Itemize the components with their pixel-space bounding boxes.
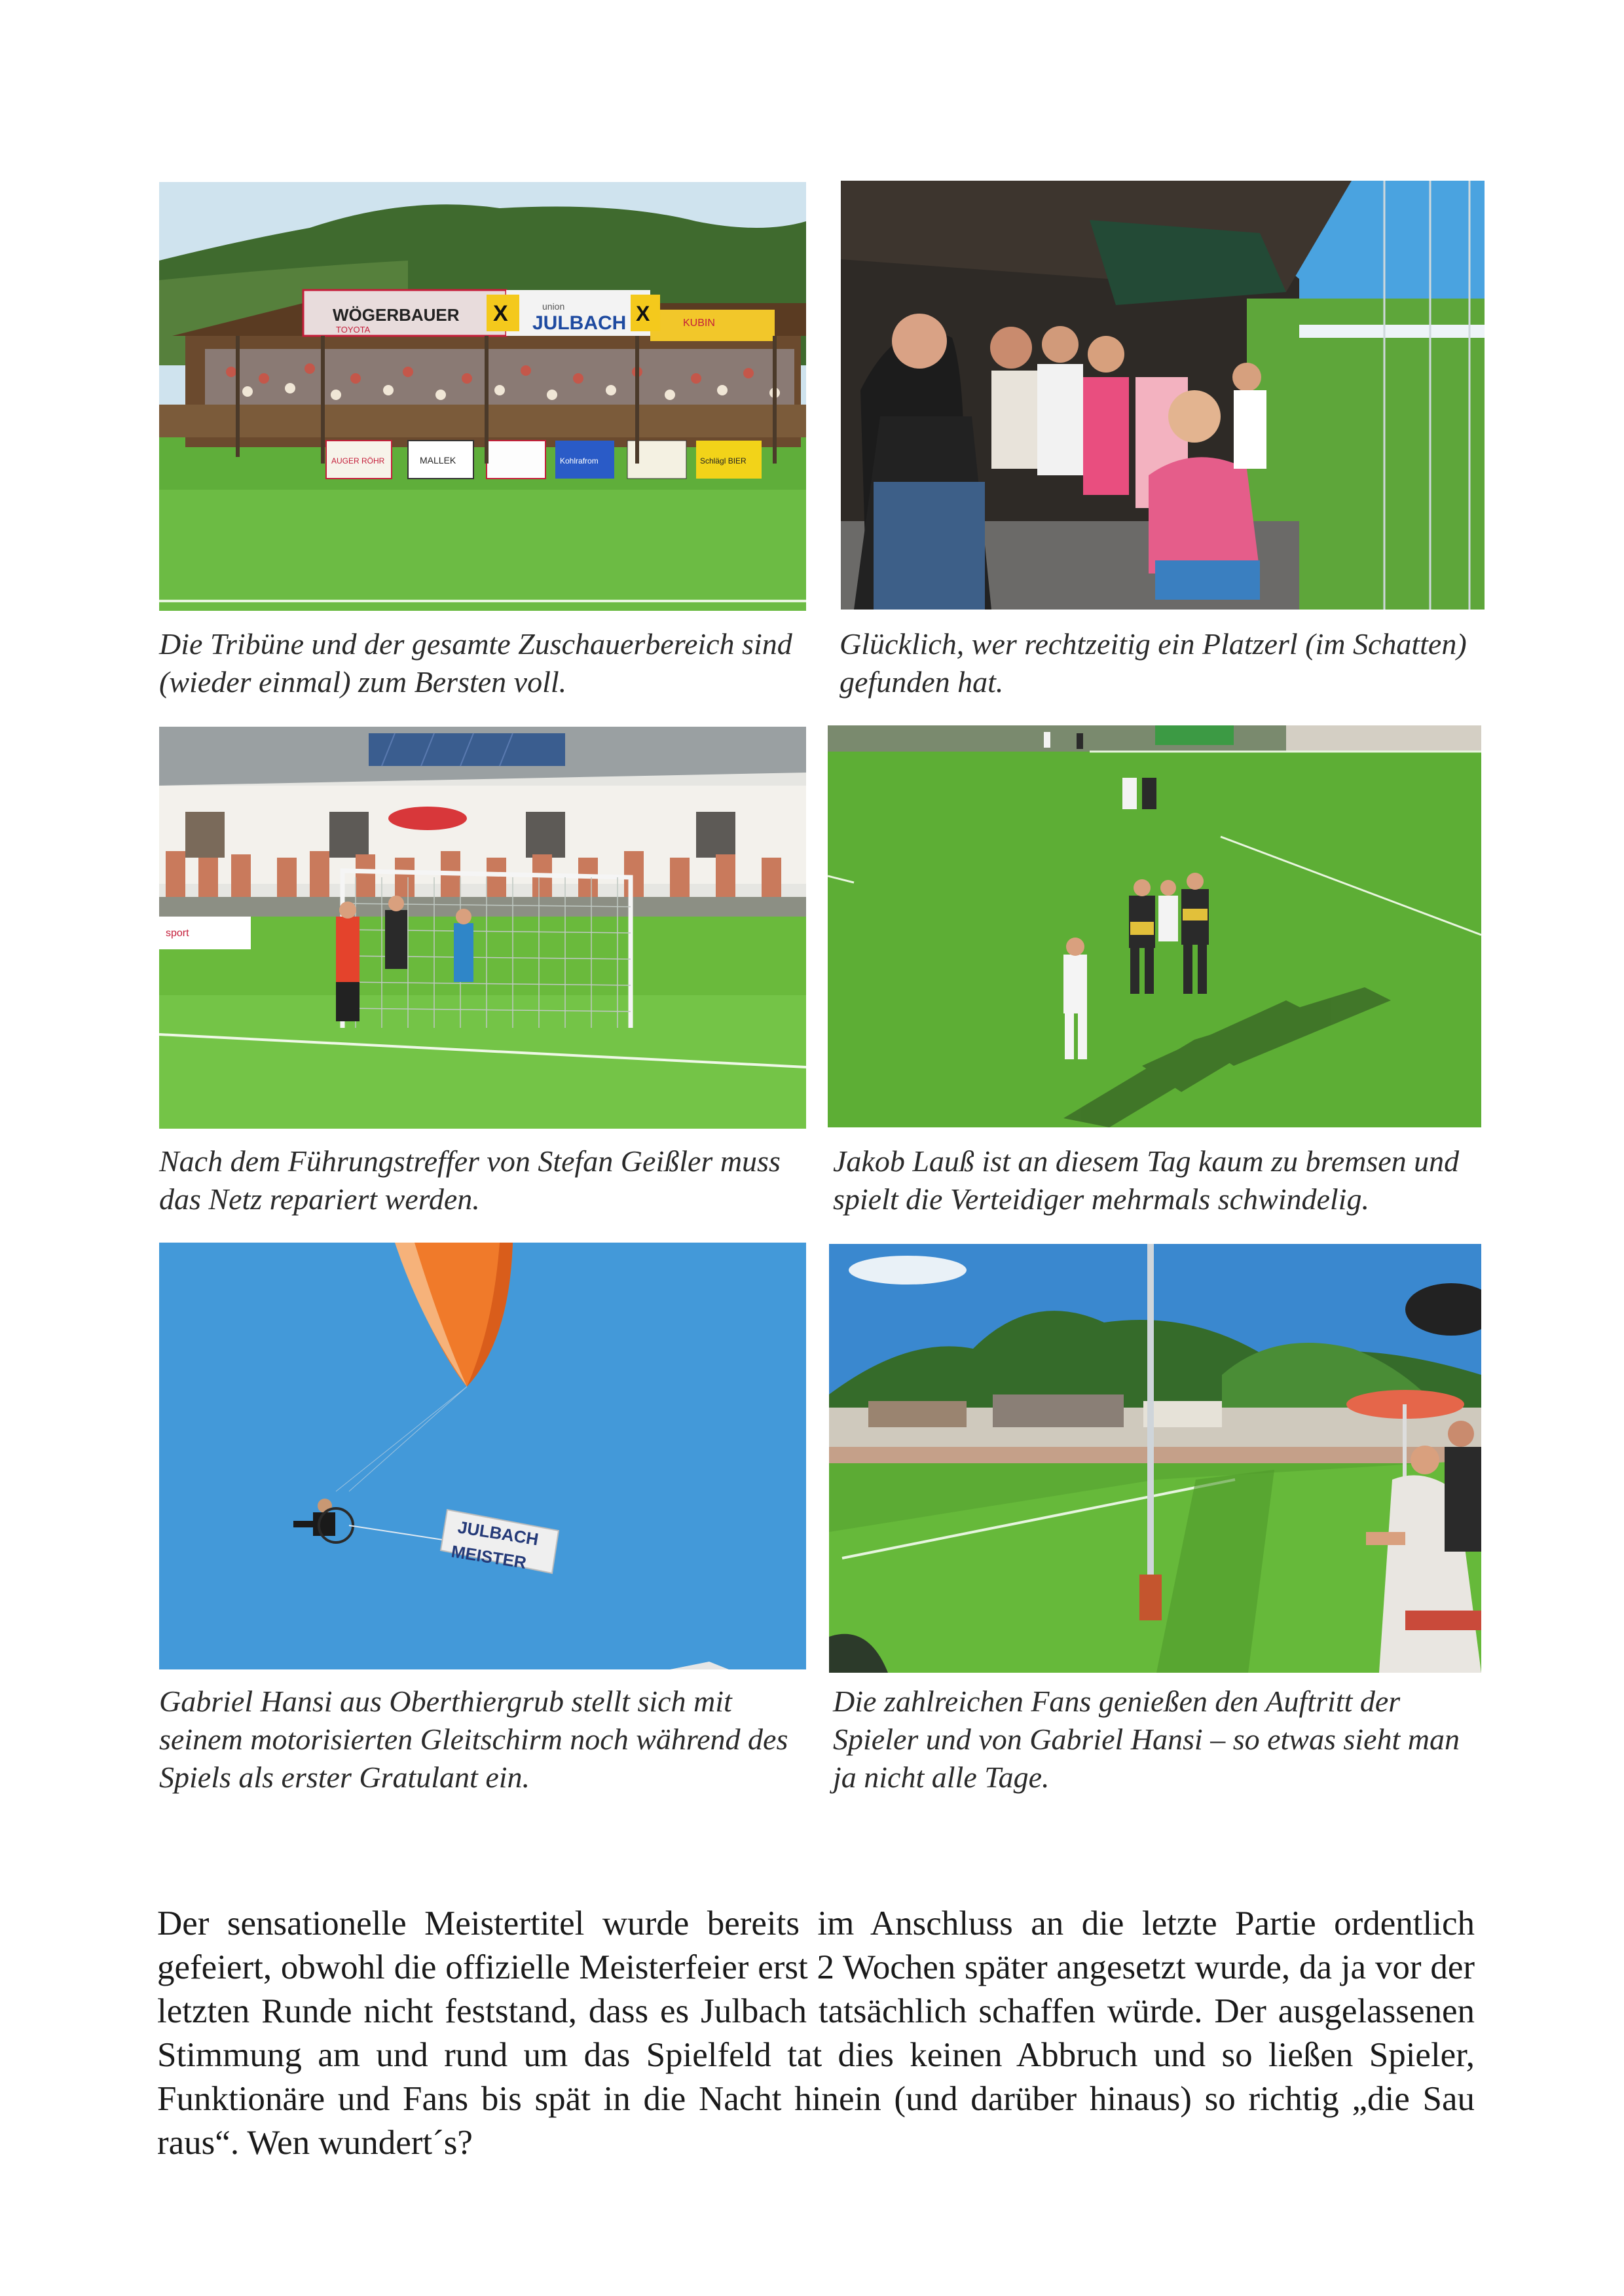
board-auger: AUGER RÖHR (331, 456, 385, 465)
caption-shade-spectators: Glücklich, wer rechtzeitig ein Platzerl (im Schatten) gefunden hat. (840, 627, 1467, 699)
sign-toyota: TOYOTA (336, 325, 371, 335)
caption-players: Jakob Lauß ist an diesem Tag kaum zu bremsen und spielt die Verteidiger mehrmals schwindelig. (833, 1144, 1460, 1216)
svg-text:sport: sport (166, 928, 189, 939)
sign-union: union (542, 301, 565, 312)
caption-grandstand: Die Tribüne und der gesamte Zuschauerbereich sind (wieder einmal) zum Bersten voll. (159, 627, 792, 699)
sign-kubin: KUBIN (683, 318, 715, 329)
svg-text:X: X (636, 302, 650, 325)
board-kohlrafrom: Kohlrafrom (560, 456, 599, 465)
caption-paraglider: Gabriel Hansi aus Oberthiergrub stellt sich mit seinem motorisierten Gleitschirm noch während des Spiels als erster Gratulant ein. (159, 1685, 788, 1794)
board-schlaegl: Schlägl BIER (700, 456, 747, 465)
banner-julbach: JULBACH (456, 1517, 540, 1550)
body-paragraph: Der sensationelle Meistertitel wurde bereits im Anschluss an die letzte Partie ordentlich gefeiert, obwohl die offizielle Meisterfeier erst 2 Wochen später angesetzt wurde, da ja vor der letzten Runde nicht feststand, dass es Julbach tatsächlich schaffen würde. Der ausgelassenen Stimmung am und rund um das Spielfeld tat dies keinen Abbruch und so ließen Spieler, Funktionäre und Fans bis spät in die Nacht hinein (und darüber hinaus) so richtig „die Sau raus“. Wen wundert´s? (157, 1904, 1475, 2162)
caption-goal-net: Nach dem Führungstreffer von Stefan Geißler muss das Netz repariert werden. (159, 1144, 781, 1216)
sign-julbach: JULBACH (532, 312, 627, 334)
sign-woegerbauer: WÖGERBAUER (333, 305, 460, 325)
board-mallek: MALLEK (420, 455, 456, 465)
photo-fans (829, 1244, 1481, 1673)
banner-meister: MEISTER (450, 1541, 528, 1573)
photo-paraglider (159, 1243, 806, 1669)
photo-shade-spectators (841, 181, 1485, 610)
photo-players (828, 725, 1481, 1127)
photo-grandstand (159, 182, 806, 611)
svg-text:X: X (493, 301, 508, 326)
caption-fans: Die zahlreichen Fans genießen den Auftritt der Spieler und von Gabriel Hansi – so etwas sieht man ja nicht alle Tage. (833, 1685, 1460, 1794)
photo-goal-net (159, 727, 806, 1129)
